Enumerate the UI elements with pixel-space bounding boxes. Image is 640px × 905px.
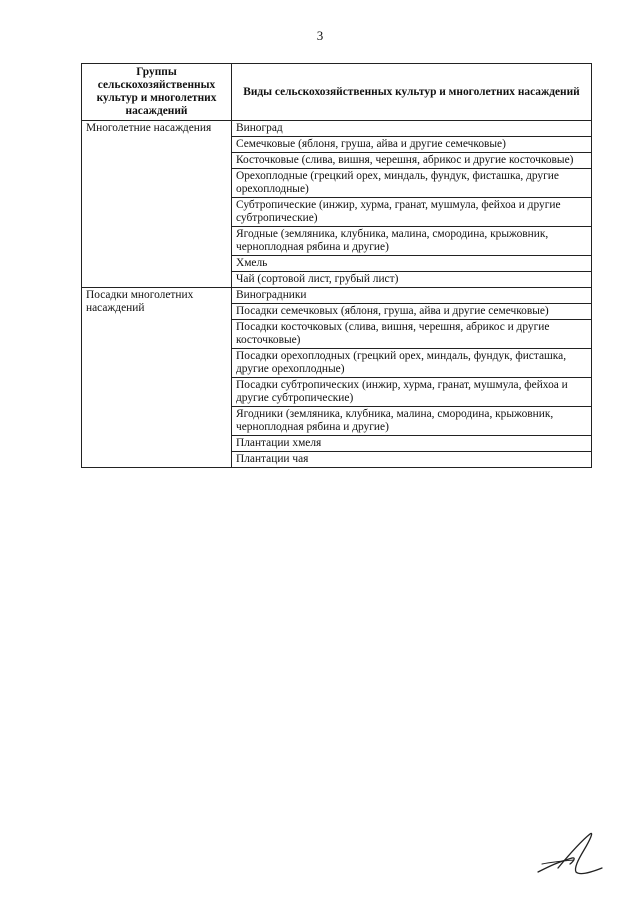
header-groups: Группы сельскохозяйственных культур и многолетних насаждений: [82, 64, 232, 121]
kind-cell: Виноградники: [232, 288, 592, 304]
table-row: [82, 121, 592, 137]
table-row: [82, 288, 592, 304]
kind-cell: Плантации хмеля: [232, 436, 592, 452]
kind-cell: Посадки косточковых (слива, вишня, черешня, абрикос и другие косточковые): [232, 320, 592, 349]
kind-cell: Ягодники (земляника, клубника, малина, смородина, крыжовник, черноплодная рябина и другие): [232, 407, 592, 436]
kind-cell: Субтропические (инжир, хурма, гранат, мушмула, фейхоа и другие субтропические): [232, 198, 592, 227]
kind-cell: Посадки субтропических (инжир, хурма, гранат, мушмула, фейхоа и другие субтропические): [232, 378, 592, 407]
kind-cell: Посадки семечковых (яблоня, груша, айва и другие семечковые): [232, 304, 592, 320]
kind-cell: Орехоплодные (грецкий орех, миндаль, фундук, фисташка, другие орехоплодные): [232, 169, 592, 198]
kind-cell: Семечковые (яблоня, груша, айва и другие семечковые): [232, 137, 592, 153]
group-cell: Многолетние насаждения: [82, 121, 232, 288]
kind-cell: Посадки орехоплодных (грецкий орех, миндаль, фундук, фисташка, другие орехоплодные): [232, 349, 592, 378]
kind-cell: Косточковые (слива, вишня, черешня, абрикос и другие косточковые): [232, 153, 592, 169]
crops-table: [81, 63, 592, 468]
handwritten-signature-icon: [528, 828, 608, 880]
kind-cell: Хмель: [232, 256, 592, 272]
page-number: 3: [316, 28, 324, 43]
kind-cell: Виноград: [232, 121, 592, 137]
kind-cell: Чай (сортовой лист, грубый лист): [232, 272, 592, 288]
group-cell: Посадки многолетних насаждений: [82, 288, 232, 468]
kind-cell: Плантации чая: [232, 452, 592, 468]
table-body: [82, 121, 592, 468]
table-header-row: [82, 64, 592, 121]
kind-cell: Ягодные (земляника, клубника, малина, смородина, крыжовник, черноплодная рябина и другие): [232, 227, 592, 256]
header-kinds: Виды сельскохозяйственных культур и многолетних насаждений: [232, 64, 592, 121]
